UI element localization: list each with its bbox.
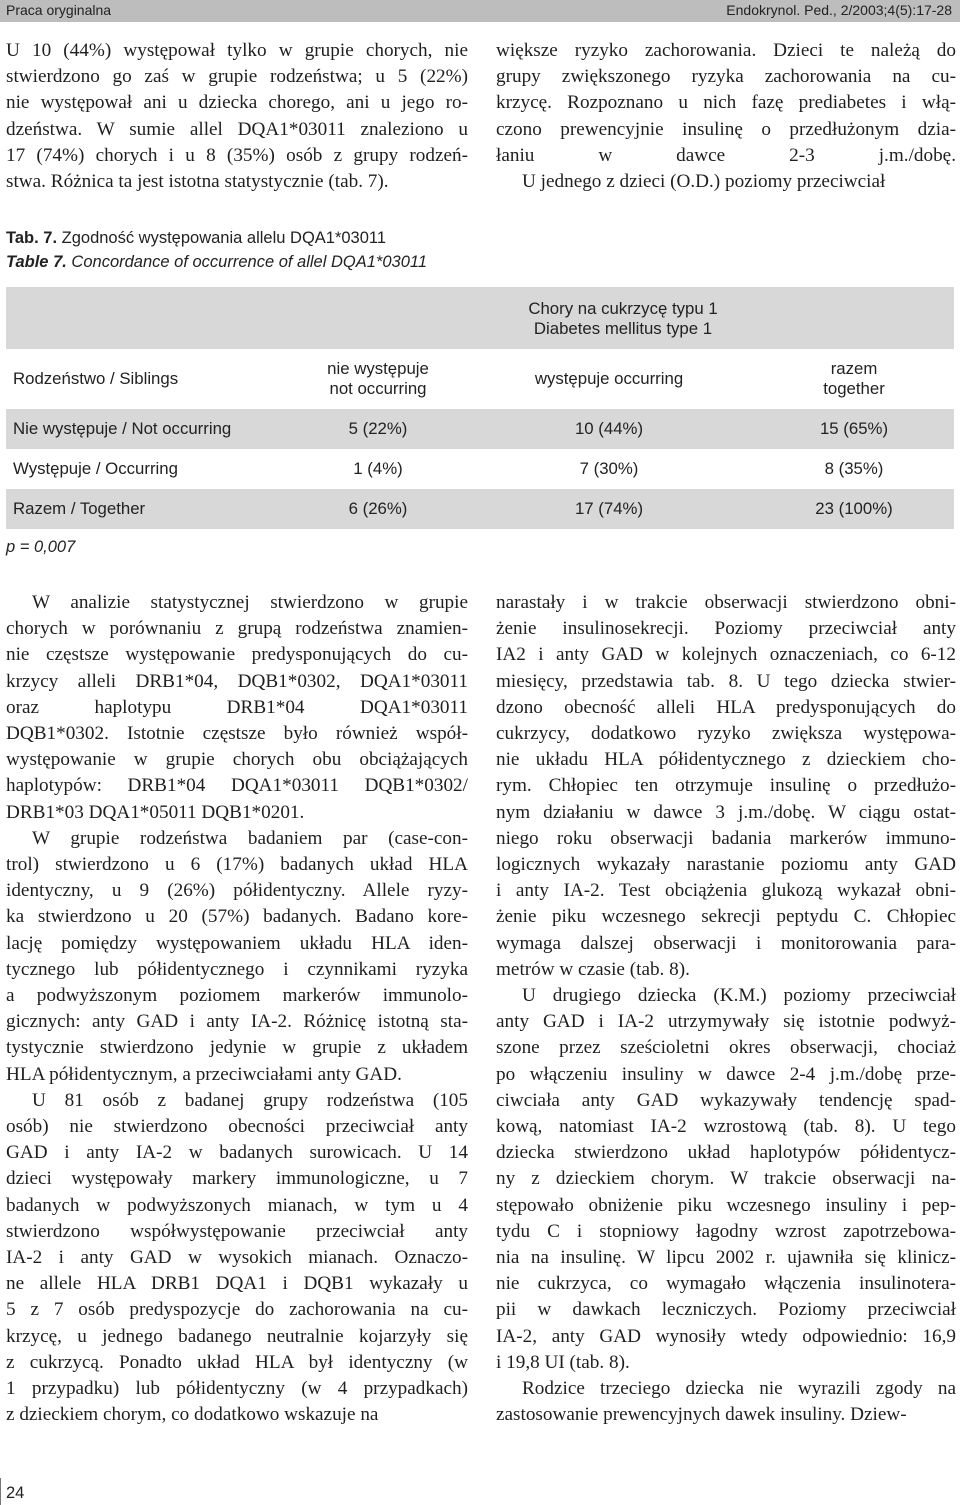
cell-together: 8 (35%): [824, 459, 884, 478]
text-line: dzieci występowały markery immunologiczne, u 7: [6, 1168, 468, 1190]
text-line: haplotypów: DRB1*04 DQA1*03011 DQB1*0302/: [6, 775, 468, 797]
cell-not-occurring: 6 (26%): [348, 499, 408, 518]
text-line: chorych w porównaniu z grupą rodzeństwa znamien-: [6, 618, 468, 640]
span-header: [292, 299, 954, 339]
text-line: i 19,8 UI (tab. 8).: [496, 1351, 630, 1373]
table-span-header-row: [6, 287, 954, 349]
row-header-label: Rodzeństwo / Siblings: [13, 369, 179, 388]
text-line: cukrzycy, dodatkowo ryzyko zwiększa występowa-: [496, 723, 956, 745]
row-label: Nie występuje / Not occurring: [13, 419, 232, 438]
text-line: W analizie statystycznej stwierdzono w grupie: [32, 592, 468, 613]
caption-english: [6, 250, 427, 274]
paragraph: [496, 983, 956, 1376]
caption-pl-text: Zgodność występowania allelu DQA1*03011: [61, 229, 387, 247]
col-header-together-pl: razem: [830, 359, 878, 378]
text-line: IA-2, anty GAD wynosiły wtedy odpowiednio: 16,9: [496, 1325, 956, 1347]
text-line: ciwciała anty GAD wykazywały tendencję spad-: [496, 1089, 956, 1111]
text-line: osób) nie stwierdzono obecności przeciwciał anty: [6, 1116, 468, 1138]
text-line: po włączeniu insuliny w dawce 2-4 j.m./dobę prze-: [496, 1063, 956, 1085]
text-line: ne allele HLA DRB1 DQA1 i DQB1 wykazały u: [6, 1273, 468, 1295]
text-line: anty GAD i IA-2 utrzymywały się istotnie podwyż-: [496, 1011, 956, 1033]
paragraph: [6, 826, 468, 1088]
text-line: nym działaniu w dawce 3 j.m./dobę. W ciągu ostat-: [496, 801, 956, 823]
text-line: krzycę. Rozpoznano u nich fazę prediabetes i włą-: [496, 92, 956, 114]
text-line: pii w dawkach leczniczych. Poziomy przeciwciał: [496, 1299, 956, 1321]
text-line: DRB1*03 DQA1*05011 DQB1*0201.: [6, 801, 305, 823]
page-number: 24: [6, 1484, 25, 1502]
text-line: dzeństwa. W sumie allel DQA1*03011 znaleziono u: [6, 118, 468, 140]
text-line: nie układu HLA półidentycznego z dzieckiem cho-: [496, 749, 956, 771]
cell-occurring: 17 (74%): [574, 499, 644, 518]
text-line: DQB1*0302. Istotnie częstsze było również współ-: [6, 723, 468, 745]
cell-occurring: 7 (30%): [579, 459, 639, 478]
text-line: czono prewencyjnie insulinę o przedłużonym dzia-: [496, 118, 956, 140]
header-section-label: Praca oryginalna: [6, 2, 112, 18]
paragraph: [496, 1376, 956, 1428]
text-line: GAD i anty IA-2 w badanych surowicach. U 14: [6, 1142, 468, 1164]
text-line: U 10 (44%) występował tylko w grupie chorych, nie: [6, 40, 468, 61]
text-line: nie cukrzyca, co wymagało włączenia insulinotera-: [496, 1273, 956, 1295]
text-line: krzycę, u jednego badanego neutralnie kojarzyły się: [6, 1325, 468, 1347]
text-line: HLA półidentycznym, a przeciwciałami anty GAD.: [6, 1063, 402, 1085]
span-header-pl: Chory na cukrzycę typu 1: [528, 299, 718, 318]
text-line: lację pomiędzy występowaniem układu HLA iden-: [6, 932, 468, 954]
text-line: 5 z 7 osób predyspozycje do zachorowania na cu-: [6, 1299, 468, 1321]
top-left-paragraph: [6, 38, 468, 195]
text-line: Rodzice trzeciego dziecka nie wyrazili zgody na: [522, 1378, 956, 1400]
text-line: W grupie rodzeństwa badaniem par (case-con-: [32, 827, 468, 849]
page-edge-rule: [0, 1478, 1, 1505]
caption-pl-label: Tab. 7.: [6, 229, 58, 247]
top-right-paragraph: [496, 38, 956, 195]
text-line: U drugiego dziecka (K.M.) poziomy przeciwciał: [522, 985, 956, 1007]
text-line: tydu C i stopniowy łagodny wzrost zapotrzebowa-: [496, 1220, 956, 1242]
row-label: Występuje / Occurring: [13, 459, 178, 478]
caption-en-label: Table 7.: [6, 253, 67, 271]
text-line: stępowało obniżenie piku wczesnego insuliny i pep-: [496, 1194, 956, 1216]
text-line: narastały i w trakcie obserwacji stwierdzono obni-: [496, 592, 956, 613]
text-line: nie występował ani u dziecka chorego, ani u jego ro-: [6, 92, 468, 114]
row-label: Razem / Together: [13, 499, 146, 518]
col-header-together-en: together: [823, 379, 885, 398]
table-column-header-row: [6, 349, 954, 409]
text-line: kową, natomiast IA-2 wzrostową (tab. 8). U tego: [496, 1116, 956, 1138]
table-caption: [6, 226, 427, 274]
text-line: identyczny, u 9 (26%) półidentyczny. Allele ryzy-: [6, 880, 468, 902]
bottom-left-column: [6, 590, 468, 1429]
text-line: gicznych: anty GAD i anty IA-2. Różnicę istotną sta-: [6, 1011, 468, 1033]
text-line: i anty IA-2. Test obciążenia glukozą wykazał obni-: [496, 880, 956, 902]
paragraph: [6, 590, 468, 826]
col-header-not-occurring-en: not occurring: [329, 379, 427, 398]
cell-occurring: 10 (44%): [574, 419, 644, 438]
text-line: 1 przypadku) lub półidentyczny (w 4 przypadkach): [6, 1378, 468, 1400]
text-line: IA-2 i anty GAD w wysokich mianach. Oznaczo-: [6, 1247, 468, 1269]
col-header-not-occurring: [292, 359, 464, 399]
text-line: zastosowanie prewencyjnych dawek insuliny. Dziew-: [496, 1404, 907, 1426]
text-line: metrów w czasie (tab. 8).: [496, 958, 690, 980]
caption-polish: [6, 226, 427, 250]
text-line: tystycznie stwierdzono jedynie w grupie z układem: [6, 1037, 468, 1059]
header-journal-citation: Endokrynol. Ped., 2/2003;4(5):17-28: [726, 2, 952, 18]
text-line: żenie insulinosekrecji. Poziomy przeciwciał anty: [496, 618, 956, 640]
text-line: żenie piku wczesnego sekrecji peptydu C. Chłopiec: [496, 906, 956, 928]
table-row: [6, 489, 954, 529]
col-header-together: [754, 359, 954, 399]
text-line: logicznych wykazały narastanie poziomu anty GAD: [496, 854, 956, 876]
text-line: szone przez sześcioletni okres obserwacji, chociaż: [496, 1037, 956, 1059]
concordance-table: [6, 287, 954, 529]
text-line: stwa. Różnica ta jest istotna statystycznie (tab. 7).: [6, 171, 389, 193]
table-row: [6, 449, 954, 489]
text-line: tycznego lub półidentycznego i czynnikami ryzyka: [6, 958, 468, 980]
text-line: większe ryzyko zachorowania. Dzieci te należą do: [496, 40, 956, 61]
text-line: rym. Chłopiec ten otrzymuje insulinę o przedłużo-: [496, 775, 956, 797]
text-line: ka stwierdzono u 20 (57%) badanych. Badano kore-: [6, 906, 468, 928]
text-line: dzono obecność alleli HLA predysponujących do: [496, 696, 956, 718]
text-line: stwierdzono go zaś w grupie rodzeństwa; u 5 (22%): [6, 66, 468, 88]
text-line: miesięcy, przedstawia tab. 8. U tego dziecka stwier-: [496, 670, 956, 692]
text-line: niego roku obserwacji badania markerów immuno-: [496, 827, 956, 849]
text-line: IA2 i anty GAD w kolejnych oznaczeniach, co 6-12: [496, 644, 956, 666]
text-line: wymaga dalszej obserwacji i monitorowania para-: [496, 932, 956, 954]
text-line: badanych w podwyższonych mianach, w tym u 4: [6, 1194, 468, 1216]
cell-not-occurring: 1 (4%): [353, 459, 403, 478]
text-line: U jednego z dzieci (O.D.) poziomy przeciwciał: [522, 171, 886, 193]
bottom-right-column: [496, 590, 956, 1429]
text-line: łaniu w dawce 2-3 j.m./dobę.: [496, 144, 956, 166]
text-line: stwierdzono współwystępowanie przeciwciał anty: [6, 1220, 468, 1242]
text-line: ny z dzieckiem chorym. W trakcie obserwacji na-: [496, 1168, 956, 1190]
text-line: nie częstsze występowanie predysponujących do cu-: [6, 644, 468, 666]
table-row: [6, 409, 954, 449]
text-line: występowanie w grupie chorych obu obciążających: [6, 749, 468, 771]
text-line: z cukrzycą. Ponadto układ HLA był identyczny (w: [6, 1351, 468, 1373]
running-header: [0, 0, 960, 22]
p-value: p = 0,007: [6, 538, 76, 556]
cell-together: 23 (100%): [815, 499, 893, 518]
text-line: grupy zwiększonego ryzyka zachorowania na cu-: [496, 66, 956, 88]
paragraph: [6, 1088, 468, 1429]
cell-not-occurring: 5 (22%): [348, 419, 408, 438]
caption-en-text: Concordance of occurrence of allel DQA1*03011: [71, 253, 427, 271]
text-line: 17 (74%) chorych i u 8 (35%) osób z grupy rodzeń-: [6, 144, 468, 166]
text-line: oraz haplotypu DRB1*04 DQA1*03011: [6, 696, 468, 718]
col-header-occurring: występuje occurring: [534, 369, 684, 388]
span-header-en: Diabetes mellitus type 1: [533, 319, 713, 338]
text-line: z dzieckiem chorym, co dodatkowo wskazuje na: [6, 1404, 379, 1426]
text-line: U 81 osób z badanej grupy rodzeństwa (105: [32, 1089, 468, 1111]
text-line: nia na insulinę. W lipcu 2002 r. ujawniła się klinicz-: [496, 1247, 956, 1269]
col-header-not-occurring-pl: nie występuje: [327, 359, 429, 378]
text-line: dziecka stwierdzono układ haplotypów półidentycz-: [496, 1142, 956, 1164]
text-line: krzycy alleli DRB1*04, DQB1*0302, DQA1*03011: [6, 670, 468, 692]
paragraph: [496, 590, 956, 983]
text-line: a podwyższonym poziomem markerów immunolo-: [6, 985, 468, 1007]
text-line: trol) stwierdzono u 6 (17%) badanych układ HLA: [6, 854, 468, 876]
cell-together: 15 (65%): [819, 419, 889, 438]
